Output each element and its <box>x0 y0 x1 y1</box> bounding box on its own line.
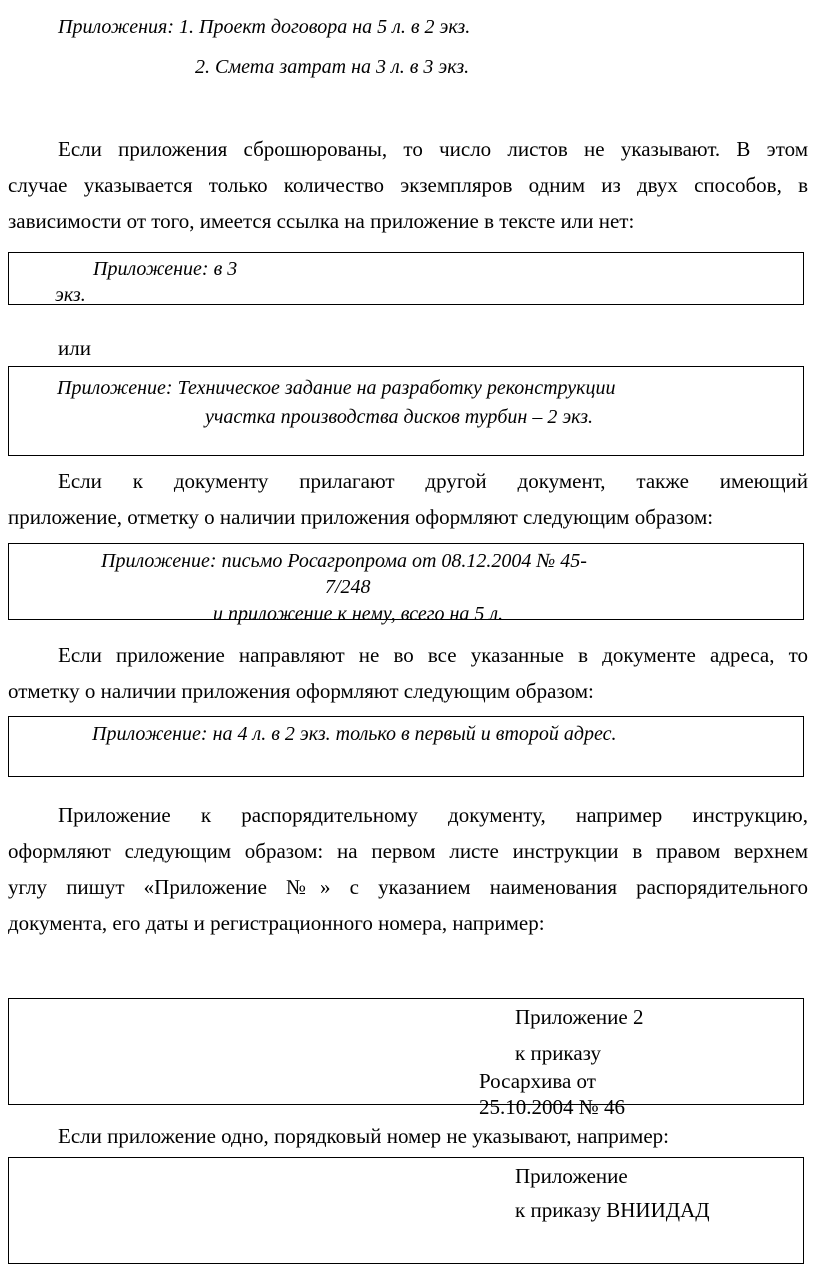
example-line: экз. <box>55 284 86 306</box>
paragraph-line: зависимости от того, имеется ссылка на приложение в тексте или нет: <box>8 209 635 233</box>
paragraph-line: углу пишут «Приложение №» с указанием наименования распорядительного <box>8 875 808 899</box>
example-line: 25.10.2004 № 46 <box>479 1095 626 1119</box>
paragraph-line: Если приложения сброшюрованы, то число листов не указывают. В этом <box>58 137 808 161</box>
example-line: к приказу <box>515 1041 601 1065</box>
or-word: или <box>58 336 91 360</box>
example-line: участка производства дисков турбин – 2 экз. <box>205 406 594 428</box>
paragraph-nested-attachment <box>8 463 808 535</box>
paragraph-line: приложение, отметку о наличии приложения оформляют следующим образом: <box>8 505 714 529</box>
example-line: Приложение: на 4 л. в 2 экз. только в первый и второй адрес. <box>92 723 617 745</box>
attachments-line-1: Приложения: 1. Проект договора на 5 л. в 2 экз. <box>58 16 471 38</box>
example-line: Приложение: письмо Росагропрома от 08.12.2004 № 45- <box>101 550 587 572</box>
example-line: и приложение к нему, всего на 5 л. <box>213 603 504 625</box>
example-line: Приложение: в 3 <box>93 258 238 280</box>
paragraph-line: Если приложение направляют не во все указанные в документе адреса, то <box>58 643 808 667</box>
paragraph-partial-addresses <box>8 637 808 709</box>
example-box-letter <box>8 543 804 625</box>
paragraph-line: оформляют следующим образом: на первом листе инструкции в правом верхнем <box>8 839 808 863</box>
paragraph-line: документа, его даты и регистрационного номера, например: <box>8 911 545 935</box>
paragraph-line: отметку о наличии приложения оформляют следующим образом: <box>8 679 594 703</box>
paragraph-order-attachment <box>8 797 808 941</box>
paragraph-line: Приложение к распорядительному документу, например инструкцию, <box>58 803 808 827</box>
example-box-addresses <box>8 716 804 777</box>
paragraph-line: случае указывается только количество экземпляров одним из двух способов, в <box>8 173 808 197</box>
example-line: Приложение: Техническое задание на разработку реконструкции <box>57 377 616 399</box>
example-line: 7/248 <box>325 576 371 598</box>
example-box-copies <box>8 252 804 305</box>
paragraph-single-attachment: Если приложение одно, порядковый номер не указывают, например: <box>58 1124 669 1148</box>
paragraph-line: Если к документу прилагают другой документ, также имеющий <box>58 469 808 493</box>
example-line: Приложение <box>515 1164 628 1188</box>
example-line: Росархива от <box>479 1069 596 1093</box>
attachments-line-2: 2. Смета затрат на 3 л. в 3 экз. <box>195 56 470 78</box>
example-line: Приложение 2 <box>515 1005 644 1029</box>
example-box-appendix-2 <box>8 998 804 1119</box>
example-line: к приказу ВНИИДАД <box>515 1198 710 1222</box>
paragraph-brochured <box>8 131 808 239</box>
example-box-single-appendix <box>8 1157 804 1264</box>
example-box-tech-spec <box>8 366 804 456</box>
